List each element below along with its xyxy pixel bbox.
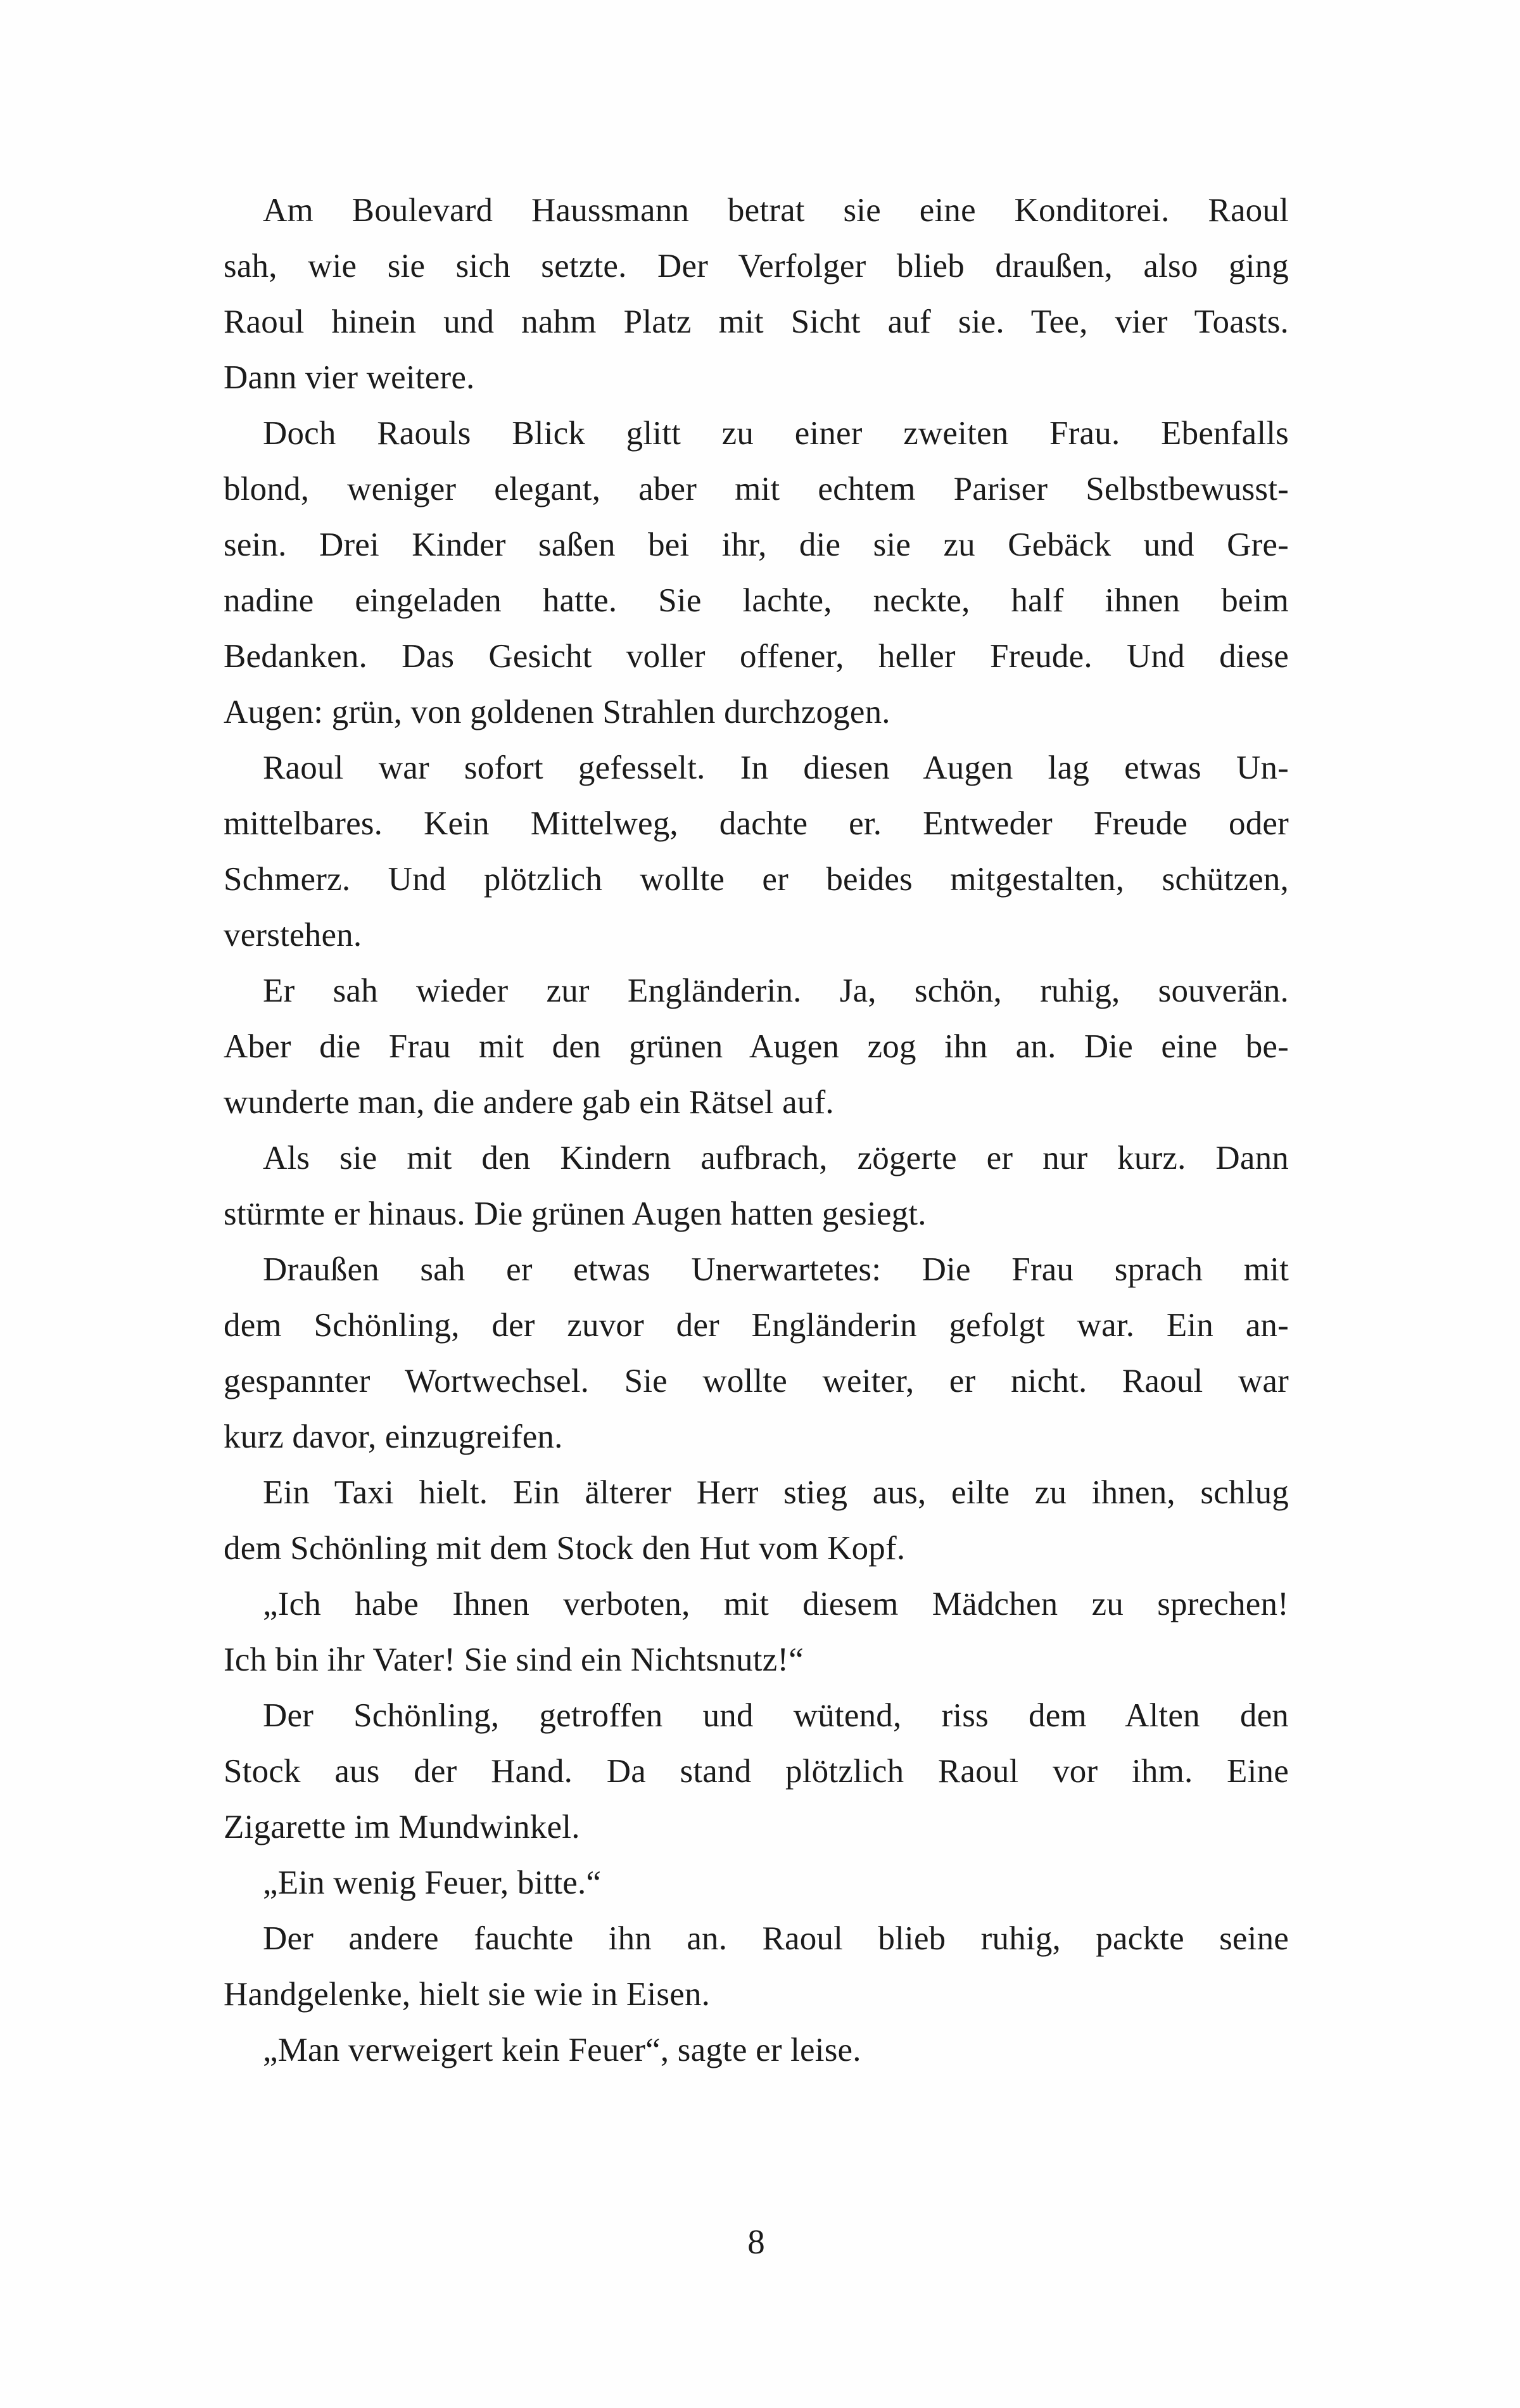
text-line: Draußen sah er etwas Unerwartetes: Die Frau sprach mit bbox=[263, 1251, 1289, 1288]
text-line: verstehen. bbox=[224, 917, 362, 953]
text-line: Doch Raouls Blick glitt zu einer zweiten Frau. Ebenfalls bbox=[263, 415, 1289, 452]
paragraph bbox=[224, 1688, 1289, 1855]
text-line: Schmerz. Und plötzlich wollte er beides mitgestalten, schützen, bbox=[224, 861, 1289, 898]
text-line: sah, wie sie sich setzte. Der Verfolger blieb draußen, also ging bbox=[224, 248, 1289, 284]
text-line: dem Schönling mit dem Stock den Hut vom Kopf. bbox=[224, 1530, 906, 1567]
paragraph bbox=[224, 1855, 1289, 1911]
text-line: „Man verweigert kein Feuer“, sagte er leise. bbox=[263, 2032, 861, 2068]
text-line: stürmte er hinaus. Die grünen Augen hatten gesiegt. bbox=[224, 1195, 927, 1232]
text-line: Zigarette im Mundwinkel. bbox=[224, 1809, 580, 1845]
text-line: wunderte man, die andere gab ein Rätsel auf. bbox=[224, 1084, 834, 1121]
text-line: nadine eingeladen hatte. Sie lachte, neckte, half ihnen beim bbox=[224, 582, 1289, 619]
text-line: Ich bin ihr Vater! Sie sind ein Nichtsnutz!“ bbox=[224, 1641, 804, 1678]
text-line: Am Boulevard Haussmann betrat sie eine Konditorei. Raoul bbox=[263, 192, 1289, 229]
text-line: Ein Taxi hielt. Ein älterer Herr stieg aus, eilte zu ihnen, schlug bbox=[263, 1474, 1289, 1511]
text-line: Raoul war sofort gefesselt. In diesen Augen lag etwas Un- bbox=[263, 749, 1289, 786]
text-line: Raoul hinein und nahm Platz mit Sicht auf sie. Tee, vier Toasts. bbox=[224, 303, 1289, 340]
paragraph bbox=[224, 1130, 1289, 1242]
paragraph bbox=[224, 963, 1289, 1130]
paragraph bbox=[224, 405, 1289, 740]
text-line: Er sah wieder zur Engländerin. Ja, schön, ruhig, souverän. bbox=[263, 972, 1289, 1009]
text-line: dem Schönling, der zuvor der Engländerin gefolgt war. Ein an- bbox=[224, 1307, 1289, 1344]
text-line: Der andere fauchte ihn an. Raoul blieb ruhig, packte seine bbox=[263, 1920, 1289, 1957]
page-text bbox=[224, 182, 1289, 2078]
text-line: kurz davor, einzugreifen. bbox=[224, 1418, 563, 1455]
text-line: Stock aus der Hand. Da stand plötzlich Raoul vor ihm. Eine bbox=[224, 1753, 1289, 1790]
text-line: gespannter Wortwechsel. Sie wollte weiter, er nicht. Raoul war bbox=[224, 1363, 1289, 1399]
text-line: sein. Drei Kinder saßen bei ihr, die sie zu Gebäck und Gre- bbox=[224, 526, 1289, 563]
text-line: mittelbares. Kein Mittelweg, dachte er. Entweder Freude oder bbox=[224, 805, 1289, 842]
paragraph bbox=[224, 740, 1289, 963]
text-line: Aber die Frau mit den grünen Augen zog ihn an. Die eine be- bbox=[224, 1028, 1289, 1065]
text-line: Als sie mit den Kindern aufbrach, zögerte er nur kurz. Dann bbox=[263, 1140, 1289, 1176]
text-line: Augen: grün, von goldenen Strahlen durchzogen. bbox=[224, 694, 890, 730]
paragraph bbox=[224, 1242, 1289, 1465]
paragraph bbox=[224, 1465, 1289, 1576]
text-line: Dann vier weitere. bbox=[224, 359, 475, 396]
text-line: „Ein wenig Feuer, bitte.“ bbox=[263, 1864, 602, 1901]
paragraph bbox=[224, 2022, 1289, 2078]
text-line: „Ich habe Ihnen verboten, mit diesem Mädchen zu sprechen! bbox=[263, 1586, 1289, 1622]
text-line: blond, weniger elegant, aber mit echtem Pariser Selbstbewusst- bbox=[224, 471, 1289, 507]
page-number: 8 bbox=[747, 2222, 765, 2261]
paragraph bbox=[224, 182, 1289, 405]
paragraph bbox=[224, 1576, 1289, 1688]
text-line: Handgelenke, hielt sie wie in Eisen. bbox=[224, 1976, 711, 2013]
text-line: Der Schönling, getroffen und wütend, riss dem Alten den bbox=[263, 1697, 1289, 1734]
paragraph bbox=[224, 1911, 1289, 2022]
text-line: Bedanken. Das Gesicht voller offener, heller Freude. Und diese bbox=[224, 638, 1289, 675]
